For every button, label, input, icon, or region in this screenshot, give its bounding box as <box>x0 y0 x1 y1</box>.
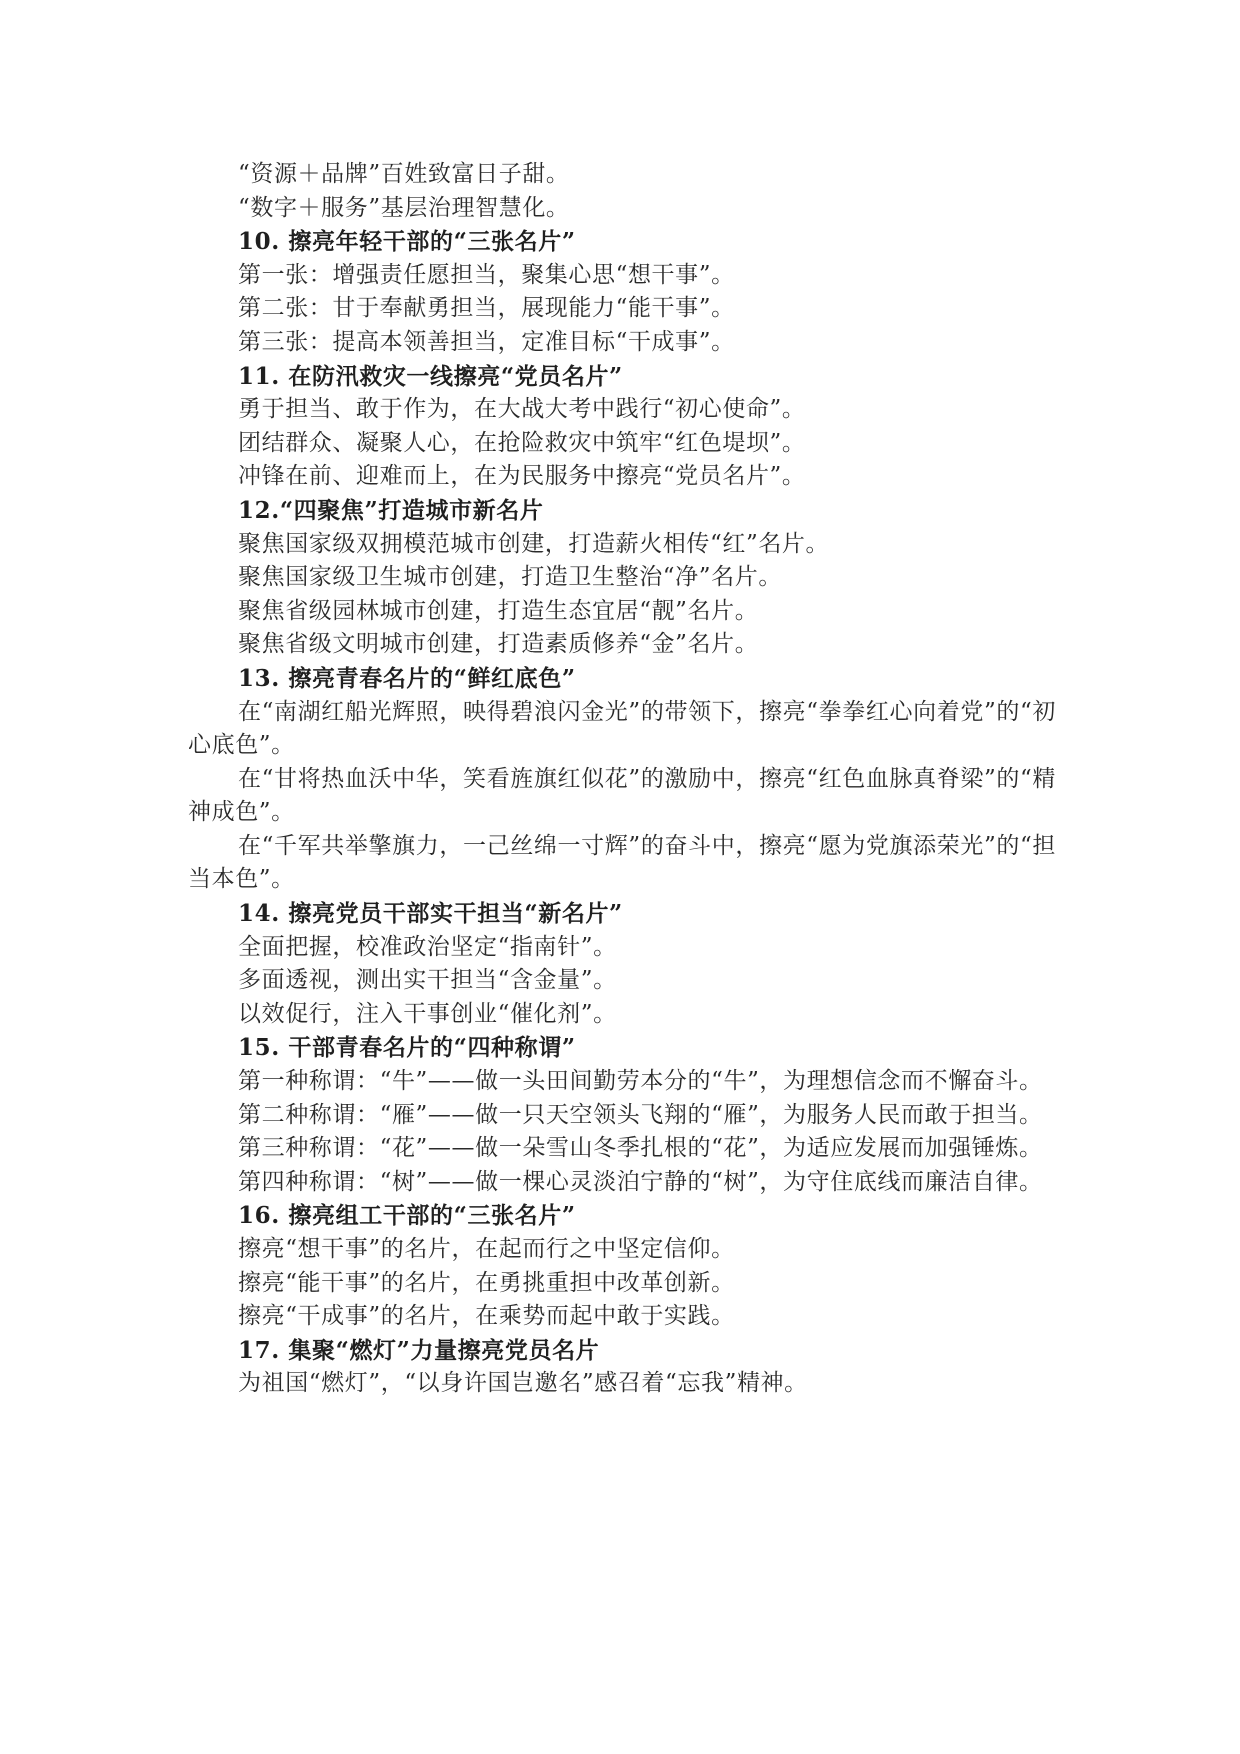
text-line: 聚焦省级文明城市创建，打造素质修养“金”名片。 <box>238 631 759 658</box>
text-line: 团结群众、凝聚人心，在抢险救灾中筑牢“红色堤坝”。 <box>238 429 806 456</box>
paragraph: 在“甘将热血沃中华，笑看旌旗红似花”的激励中，擦亮“红色血脉真脊梁”的“精神成色”。 <box>188 765 1056 826</box>
section-heading: 17. 集聚“燃灯”力量擦亮党员名片 <box>238 1336 600 1364</box>
section-heading: 16. 擦亮组工干部的“三张名片” <box>238 1202 576 1230</box>
text-line: 聚焦省级园林城市创建，打造生态宜居“靓”名片。 <box>238 597 759 624</box>
section-heading: 13. 擦亮青春名片的“鲜红底色” <box>238 664 576 692</box>
section-heading: 14. 擦亮党员干部实干担当“新名片” <box>238 900 623 928</box>
paragraph: 第二种称谓：“雁”——做一只天空领头飞翔的“雁”，为服务人民而敢于担当。 <box>238 1101 1043 1128</box>
text-line: 聚焦国家级卫生城市创建，打造卫生整治“净”名片。 <box>238 564 782 591</box>
text-line: 全面把握，校准政治坚定“指南针”。 <box>238 933 617 960</box>
text-line: 多面透视，测出实干担当“含金量”。 <box>238 967 617 994</box>
paragraph: 第一种称谓：“牛”——做一头田间勤劳本分的“牛”，为理想信念而不懈奋斗。 <box>238 1068 1043 1095</box>
text-line: 勇于担当、敢于作为，在大战大考中践行“初心使命”。 <box>238 396 806 423</box>
text-line: 第三张：提高本领善担当，定准目标“干成事”。 <box>238 328 735 355</box>
text-line: 第二张：甘于奉献勇担当，展现能力“能干事”。 <box>238 295 735 322</box>
text-line: 冲锋在前、迎难而上，在为民服务中擦亮“党员名片”。 <box>238 463 806 490</box>
paragraph: 第三种称谓：“花”——做一朵雪山冬季扎根的“花”，为适应发展而加强锤炼。 <box>238 1135 1043 1162</box>
section-heading: 15. 干部青春名片的“四种称谓” <box>238 1034 576 1062</box>
text-line: “数字＋服务”基层治理智慧化。 <box>238 194 570 221</box>
text-line: 擦亮“能干事”的名片，在勇挑重担中改革创新。 <box>238 1269 735 1296</box>
paragraph: 在“南湖红船光辉照，映得碧浪闪金光”的带领下，擦亮“拳拳红心向着党”的“初心底色”。 <box>188 698 1056 759</box>
text-line: 第一张：增强责任愿担当，聚集心思“想干事”。 <box>238 261 735 288</box>
section-heading: 10. 擦亮年轻干部的“三张名片” <box>238 228 576 256</box>
text-line: 聚焦国家级双拥模范城市创建，打造薪火相传“红”名片。 <box>238 530 830 557</box>
paragraph: 第四种称谓：“树”——做一棵心灵淡泊宁静的“树”，为守住底线而廉洁自律。 <box>238 1168 1043 1195</box>
section-heading: 12.“四聚焦”打造城市新名片 <box>238 496 544 524</box>
document-page <box>188 158 1056 1401</box>
text-line: 为祖国“燃灯”，“以身许国岂邀名”感召着“忘我”精神。 <box>238 1370 808 1397</box>
text-line: 擦亮“干成事”的名片，在乘势而起中敢于实践。 <box>238 1303 735 1330</box>
section-heading: 11. 在防汛救灾一线擦亮“党员名片” <box>238 362 623 390</box>
text-line: “资源＋品牌”百姓致富日子甜。 <box>238 161 570 187</box>
text-line: 以效促行，注入干事创业“催化剂”。 <box>238 1000 617 1027</box>
text-line: 擦亮“想干事”的名片，在起而行之中坚定信仰。 <box>238 1236 735 1262</box>
paragraph: 在“千军共举擎旗力，一己丝绵一寸辉”的奋斗中，擦亮“愿为党旗添荣光”的“担当本色”。 <box>188 832 1056 893</box>
